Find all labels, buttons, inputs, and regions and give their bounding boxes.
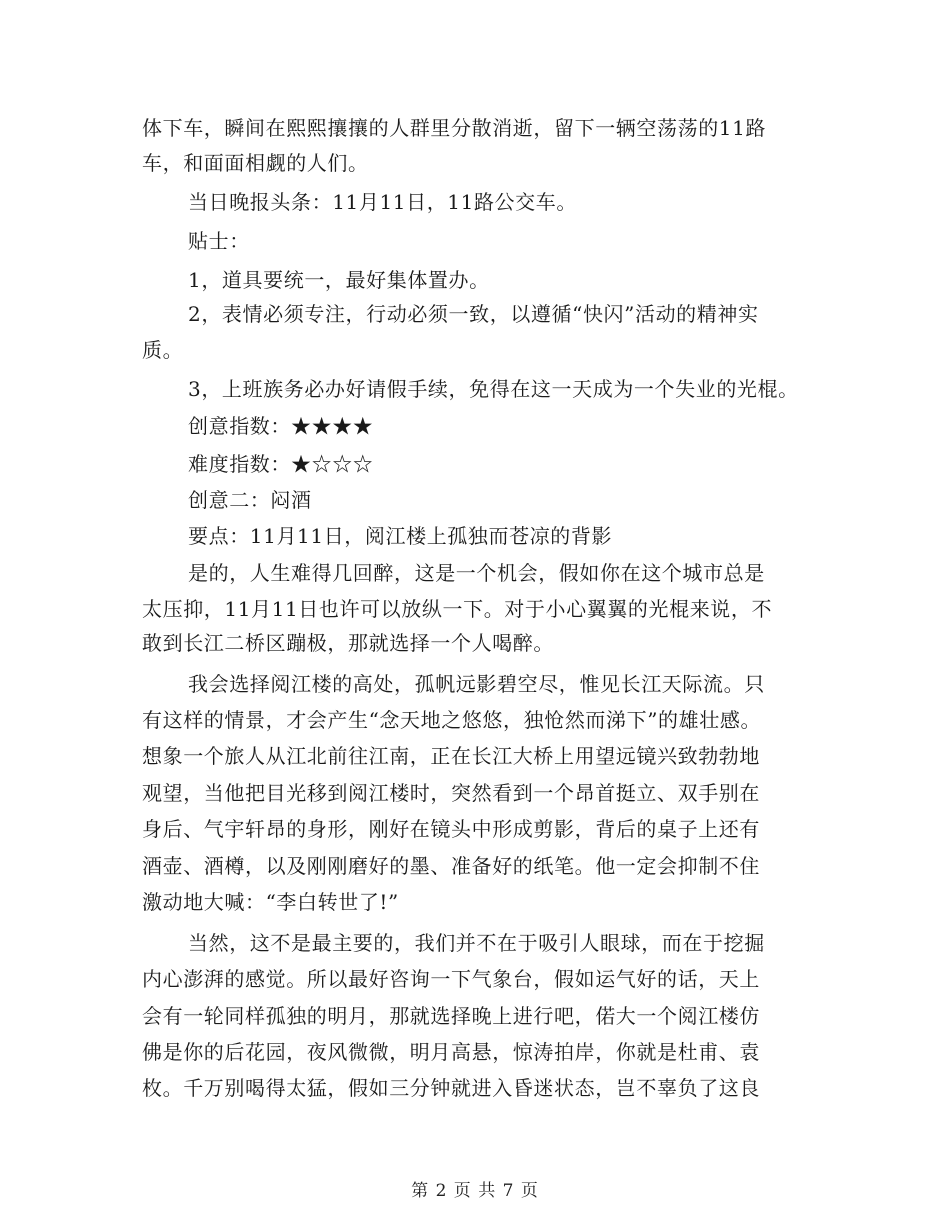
text-line: 贴士： <box>188 229 250 253</box>
text-line: 会有一轮同样孤独的明月，那就选择晚上进行吧，偌大一个阅江楼仿 <box>142 1004 760 1028</box>
text-line: 创意指数：★★★★ <box>188 414 374 438</box>
text-line: 内心澎湃的感觉。所以最好咨询一下气象台，假如运气好的话，天上 <box>142 967 760 991</box>
text-line: 想象一个旅人从江北前往江南，正在长江大桥上用望远镜兴致勃勃地 <box>142 744 760 768</box>
text-line: 是的，人生难得几回醉，这是一个机会，假如你在这个城市总是 <box>188 561 765 585</box>
text-line: 激动地大喊：“李白转世了!” <box>142 890 399 914</box>
text-line: 车，和面面相觑的人们。 <box>142 151 369 175</box>
text-line: 身后、气宇轩昂的身形，刚好在镜头中形成剪影，背后的桌子上还有 <box>142 817 760 841</box>
text-line: 创意二：闷酒 <box>188 488 312 512</box>
text-line: 当日晚报头条：11月11日，11路公交车。 <box>188 190 577 214</box>
text-line: 枚。千万别喝得太猛，假如三分钟就进入昏迷状态，岂不辜负了这良 <box>142 1076 760 1100</box>
text-line: 2，表情必须专注，行动必须一致，以遵循“快闪”活动的精神实 <box>188 302 759 326</box>
text-line: 当然，这不是最主要的，我们并不在于吸引人眼球，而在于挖掘 <box>188 931 765 955</box>
text-line: 酒壶、酒樽，以及刚刚磨好的墨、准备好的纸笔。他一定会抑制不住 <box>142 854 760 878</box>
text-line: 我会选择阅江楼的高处，孤帆远影碧空尽，惟见长江天际流。只 <box>188 672 765 696</box>
text-line: 1，道具要统一，最好集体置办。 <box>188 268 490 292</box>
text-line: 敢到长江二桥区蹦极，那就选择一个人喝醉。 <box>142 631 554 655</box>
text-line: 佛是你的后花园，夜风微微，明月高悬，惊涛拍岸，你就是杜甫、袁 <box>142 1040 760 1064</box>
text-line: 3，上班族务必办好请假手续，免得在这一天成为一个失业的光棍。 <box>188 377 799 401</box>
text-line: 体下车，瞬间在熙熙攘攘的人群里分散消逝，留下一辆空荡荡的11路 <box>142 116 767 140</box>
text-line: 观望，当他把目光移到阅江楼时，突然看到一个昂首挺立、双手别在 <box>142 781 760 805</box>
text-line: 质。 <box>142 338 184 362</box>
text-line: 太压抑，11月11日也许可以放纵一下。对于小心翼翼的光棍来说，不 <box>142 597 773 621</box>
text-line: 有这样的情景，才会产生“念天地之悠悠，独怆然而涕下”的雄壮感。 <box>142 708 762 732</box>
text-line: 难度指数：★☆☆☆ <box>188 452 374 476</box>
text-line: 要点：11月11日，阅江楼上孤独而苍凉的背影 <box>188 524 613 548</box>
page-number: 第 2 页 共 7 页 <box>411 1181 539 1201</box>
